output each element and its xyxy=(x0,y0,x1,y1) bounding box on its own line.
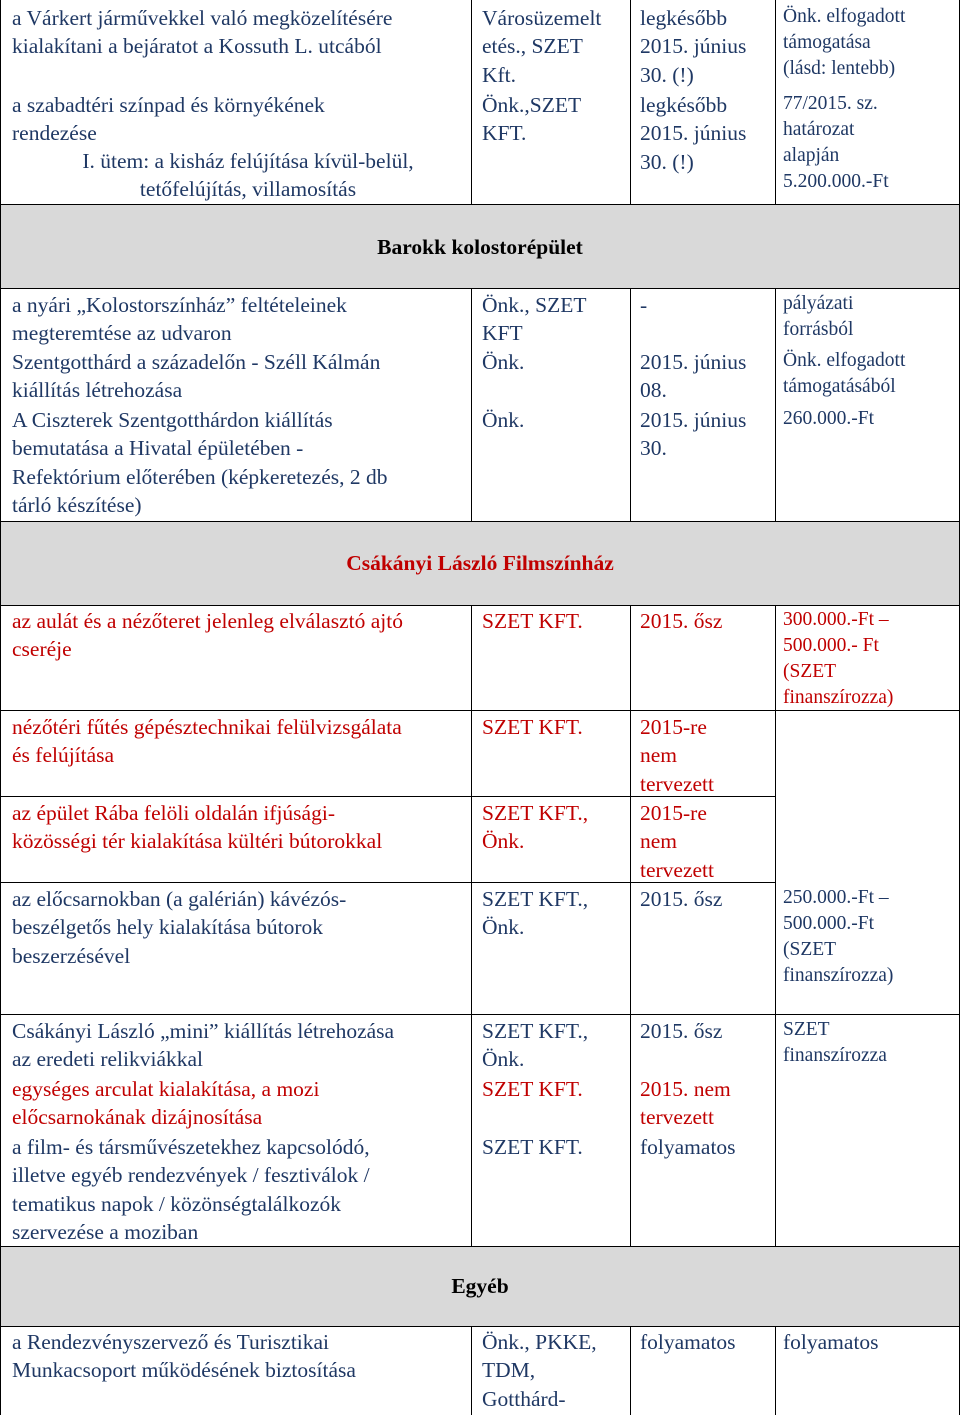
deadline-cell: 2015. ősz xyxy=(640,1019,723,1043)
task-cell: nézőtéri fűtés gépésztechnikai felülvizsgálata és felújítása xyxy=(12,715,402,768)
deadline-cell: folyamatos xyxy=(640,1330,736,1354)
task-cell: a Rendezvényszervező és Turisztikai Munkacsoport működésének biztosítása xyxy=(12,1330,356,1383)
row-divider xyxy=(0,204,960,205)
deadline-cell: - xyxy=(640,293,648,317)
funding-cell: Önk. elfogadott támogatásából xyxy=(783,350,906,397)
funding-cell: 260.000.-Ft xyxy=(783,408,875,429)
col-divider xyxy=(471,0,472,204)
funding-cell: 250.000.-Ft – 500.000.-Ft (SZET finanszírozza) xyxy=(783,887,894,986)
deadline-cell: 2015. június 08. xyxy=(640,350,747,403)
section-title: Csákányi László Filmszínház xyxy=(346,551,614,575)
deadline-cell: folyamatos xyxy=(640,1135,736,1159)
task-cell: az épület Rába felöli oldalán ifjúsági- közösségi tér kialakítása kültéri bútorokkal xyxy=(12,801,383,854)
row-divider xyxy=(0,1014,960,1015)
responsible-cell: SZET KFT. xyxy=(482,1077,583,1101)
funding-cell: 300.000.-Ft – 500.000.- Ft (SZET finanszírozza) xyxy=(783,609,894,708)
deadline-cell: 2015. június 30. xyxy=(640,408,747,461)
task-cell: az előcsarnokban (a galérián) kávézós- beszélgetős hely kialakítása bútorok beszerzésével xyxy=(12,887,347,968)
col-divider xyxy=(471,1326,472,1415)
row-divider xyxy=(0,521,960,522)
col-divider xyxy=(775,288,776,521)
col-divider xyxy=(471,288,472,521)
task-cell: A Ciszterek Szentgotthárdon kiállítás bemutatása a Hivatal épületében - Refektórium előterében (képkeretezés, 2 db tárló készítése) xyxy=(12,408,388,517)
responsible-cell: SZET KFT. xyxy=(482,1135,583,1159)
responsible-cell: SZET KFT., Önk. xyxy=(482,1019,589,1072)
funding-cell: SZET finanszírozza xyxy=(783,1019,887,1066)
deadline-cell: 2015. nem tervezett xyxy=(640,1077,731,1130)
responsible-cell: Önk.,SZET KFT. xyxy=(482,93,582,146)
deadline-cell: 2015-re nem tervezett xyxy=(640,801,715,882)
deadline-cell: legkésőbb 2015. június 30. (!) xyxy=(640,6,747,87)
row-divider xyxy=(0,1326,960,1327)
row-divider xyxy=(0,605,960,606)
table-edge-left xyxy=(0,0,1,1415)
task-cell: Szentgotthárd a századelőn - Széll Kálmán kiállítás létrehozása xyxy=(12,350,381,403)
responsible-cell: Önk. xyxy=(482,408,525,432)
col-divider xyxy=(471,605,472,1246)
section-title: Barokk kolostorépület xyxy=(377,235,583,259)
col-divider xyxy=(775,1326,776,1415)
row-divider xyxy=(0,288,960,289)
funding-cell: folyamatos xyxy=(783,1330,879,1354)
funding-cell: Önk. elfogadott támogatása (lásd: lentebb) xyxy=(783,6,906,79)
col-divider xyxy=(630,1326,631,1415)
responsible-cell: Városüzemelt etés., SZET Kft. xyxy=(482,6,602,87)
responsible-cell: SZET KFT. xyxy=(482,609,583,633)
section-title: Egyéb xyxy=(451,1274,509,1298)
task-cell: a film- és társművészetekhez kapcsolódó, illetve egyéb rendezvények / fesztiválok / tematikus napok / közönségtalálkozók szervezése a moziban xyxy=(12,1135,370,1244)
deadline-cell: 2015. ősz xyxy=(640,887,723,911)
deadline-cell: legkésőbb 2015. június 30. (!) xyxy=(640,93,747,174)
funding-cell: 77/2015. sz. határozat alapján 5.200.000.-Ft xyxy=(783,93,889,192)
responsible-cell: SZET KFT. xyxy=(482,715,583,739)
responsible-cell: SZET KFT., Önk. xyxy=(482,801,589,854)
col-divider xyxy=(630,605,631,1246)
deadline-cell: 2015-re nem tervezett xyxy=(640,715,715,796)
col-divider xyxy=(775,605,776,1246)
task-cell: a Várkert járművekkel való megközelítésére kialakítani a bejáratot a Kossuth L. utcából xyxy=(12,6,393,59)
task-cell: az aulát és a nézőteret jelenleg elválasztó ajtó cseréje xyxy=(12,609,403,662)
col-divider xyxy=(630,0,631,204)
funding-cell: pályázati forrásból xyxy=(783,293,854,340)
task-cell: egységes arculat kialakítása, a mozi előcsarnokának dizájnosítása xyxy=(12,1077,320,1130)
task-cell: I. ütem: a kisház felújítása kívül-belül, tetőfelújítás, villamosítás xyxy=(82,149,414,202)
task-cell: a nyári „Kolostorszínház” feltételeinek megteremtése az udvaron xyxy=(12,293,347,346)
responsible-cell: Önk., PKKE, TDM, Gotthárd- xyxy=(482,1330,597,1411)
task-cell: a szabadtéri színpad és környékének rendezése xyxy=(12,93,325,146)
deadline-cell: 2015. ősz xyxy=(640,609,723,633)
responsible-cell: Önk., SZET KFT xyxy=(482,293,587,346)
col-divider xyxy=(630,288,631,521)
responsible-cell: SZET KFT., Önk. xyxy=(482,887,589,940)
responsible-cell: Önk. xyxy=(482,350,525,374)
task-cell: Csákányi László „mini” kiállítás létrehozása az eredeti relikviákkal xyxy=(12,1019,395,1072)
col-divider xyxy=(775,0,776,204)
